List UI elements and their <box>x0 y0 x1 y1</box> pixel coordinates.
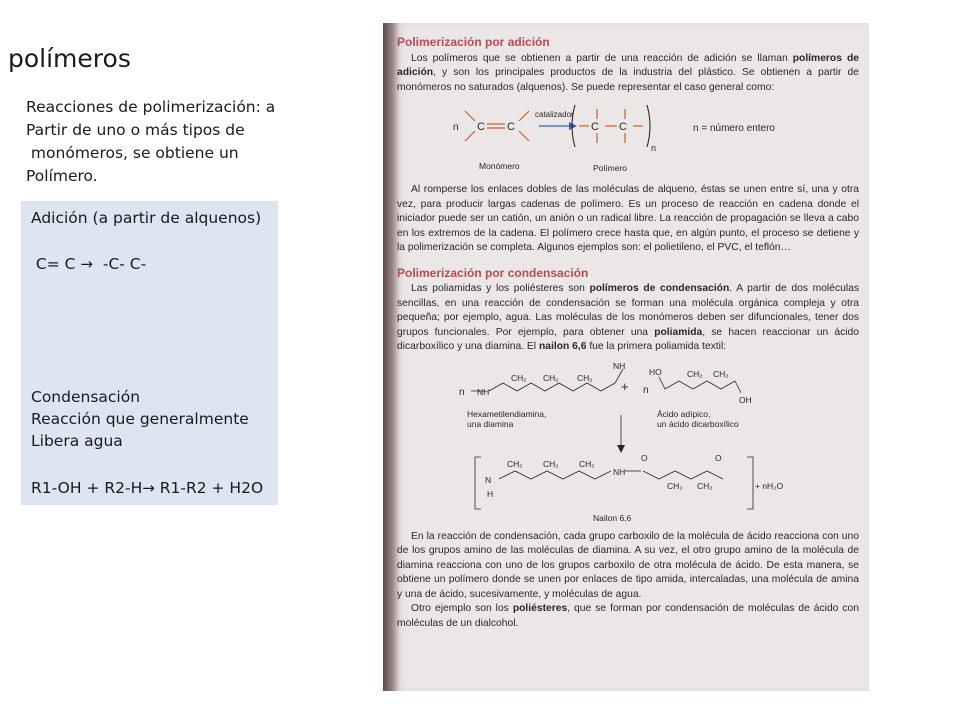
condensation-formula <box>31 479 263 497</box>
n-coef-1: n <box>459 386 465 398</box>
carbon-3: C <box>591 121 599 133</box>
intro-line-4: Polímero. <box>26 167 98 185</box>
ch2-label: CH₂ <box>577 372 593 383</box>
addition-title: Adición (a partir de alquenos) <box>31 209 262 227</box>
textbook-page-image <box>383 23 869 691</box>
text-run: , se hacen reaccionar un ácido dicarboxílico y una diamina. El <box>397 326 859 352</box>
section-heading-condensation: Polimerización por condensación <box>397 265 589 280</box>
o-atom: O <box>641 452 648 463</box>
textbook-content <box>397 35 859 631</box>
bold-term: poliamida <box>654 326 703 338</box>
ch2-label: CH₂ <box>697 480 713 491</box>
text-run: Las poliamidas y los poliésteres son <box>411 283 590 294</box>
condensation-title: Condensación <box>31 388 141 406</box>
condensation-diagram <box>397 361 859 526</box>
condensation-line-1: Reacción que generalmente <box>31 410 249 428</box>
text-run: . A partir de dos moléculas sencillas, en una reacción de condensación se forman una molécula orgánica compleja y otra pequeña; por ejemplo, agua. Las moléculas de los monómeros deben ser difuncionales, tener dos grupos funcionales. Por ejemplo, para obtener una <box>397 283 859 338</box>
carbon-2: C <box>507 121 515 133</box>
nylon-reaction-svg <box>397 361 859 526</box>
ho-label: HO <box>649 366 662 377</box>
addition-paragraph-2: Al romperse los enlaces dobles de las moléculas de alqueno, éstas se unen entre sí, una y otra vez, para producir largas cadenas de polímero. Es un proceso de reacción en cadena donde el iniciador puede ser un catión, un anión o un radical libre. La reacción de propagación se lleva a cabo en los extremos de la cadena. El polímero crece hasta que, en algún punto, el proceso se detiene y la polimerización se completa. Algunos ejemplos son: el polietileno, el PVC, el teflón… <box>397 184 859 253</box>
plus-sign: + <box>621 378 629 394</box>
bold-term: poliésteres <box>512 603 568 614</box>
summary-box <box>21 201 278 505</box>
n-label: n <box>453 122 459 133</box>
bold-term: nailon 6,6 <box>538 341 587 352</box>
monomer-label: Monómero <box>479 161 520 171</box>
ch2-label: CH₂ <box>543 458 559 469</box>
n-subscript: n <box>651 143 657 153</box>
intro-text <box>26 96 276 188</box>
intro-line-3: monómeros, se obtiene un <box>26 144 239 162</box>
text-run: Otro ejemplo son los <box>411 603 513 614</box>
condensation-line-2: Libera agua <box>31 432 123 450</box>
acid-label-1: Ácido adípico, <box>657 408 711 419</box>
oh-label: OH <box>739 394 752 405</box>
o-atom: O <box>715 452 722 463</box>
intro-line-2: Partir de uno o más tipos de <box>26 121 245 139</box>
condensation-formula-left: R1-OH + R2-H <box>31 479 143 497</box>
addition-formula-right: -C- C- <box>93 255 147 273</box>
bold-term: polímeros de adición <box>397 52 859 78</box>
condensation-paragraph-2: En la reacción de condensación, cada grupo carboxilo de la molécula de ácido reacciona con uno de los grupos amino de las moléculas de diamina. A su vez, el otro grupo amino de la molécula de diamina reacciona con uno de los grupos carboxilo de otra molécula de ácido. De esta manera, se obtiene un polímero donde se unen por enlaces de tipo amida, intercaladas, una molécula de amina y una de ácido, sucesivamente, y moléculas de agua. <box>397 530 859 600</box>
condensation-paragraph-3 <box>397 602 859 631</box>
right-arrow-icon: → <box>142 479 155 497</box>
diamine-label-2: una diamina <box>467 418 514 429</box>
ch2-label: CH₂ <box>579 458 595 469</box>
addition-reaction-svg <box>397 99 859 177</box>
acid-label-2: un ácido dicarboxílico <box>657 418 739 429</box>
ch2-label: CH₂ <box>667 480 683 491</box>
addition-diagram <box>397 99 859 177</box>
equation-label: n = número entero <box>693 123 775 134</box>
condensation-paragraph-1 <box>397 282 859 355</box>
addition-paragraph-1 <box>397 52 859 96</box>
water-label: + nH₂O <box>755 480 784 491</box>
n-atom: N <box>485 474 492 485</box>
addition-formula <box>31 255 146 273</box>
slide-title: polímeros <box>8 44 131 73</box>
section-heading-addition: Polimerización por adición <box>397 35 550 49</box>
bold-term: polímeros de condensación <box>589 283 730 294</box>
ch2-label: CH₂ <box>511 372 527 383</box>
text-run: fue la primera poliamida textil: <box>586 341 727 352</box>
h-atom: H <box>487 488 494 499</box>
carbon-4: C <box>619 121 627 133</box>
condensation-formula-right: R1-R2 + H2O <box>154 479 264 497</box>
text-run: Los polímeros que se obtienen a partir de una reacción de adición se llaman <box>411 52 793 64</box>
ch2-label: CH₂ <box>713 368 729 379</box>
nh-chain: NH <box>613 466 626 477</box>
ch2-label: CH₂ <box>543 372 559 383</box>
nailon-label: Nailon 6,6 <box>593 512 632 523</box>
catalyst-label: catalizador <box>535 110 574 119</box>
text-run: , que se forman por condensación de moléculas de ácido con moléculas de un dialcohol. <box>397 603 859 629</box>
intro-line-1: Reacciones de polimerización: a <box>26 98 276 116</box>
right-arrow-icon: → <box>80 255 93 273</box>
ch2-label: CH₂ <box>507 458 523 469</box>
nh-left: NH <box>477 386 490 397</box>
ch2-label: CH₂ <box>687 368 703 379</box>
polymer-label: Polímero <box>593 163 628 173</box>
nh-right: NH <box>613 360 626 371</box>
diamine-label-1: Hexametilendiamina, <box>467 408 547 419</box>
carbon-1: C <box>477 121 485 133</box>
text-run: , y son los principales productos de la industria del plástico. Se obtienen a partir de monómeros no saturados (alquenos). Se puede representar el caso general como: <box>397 67 859 93</box>
n-coef-2: n <box>643 384 649 396</box>
addition-formula-left: C= C <box>31 255 81 273</box>
